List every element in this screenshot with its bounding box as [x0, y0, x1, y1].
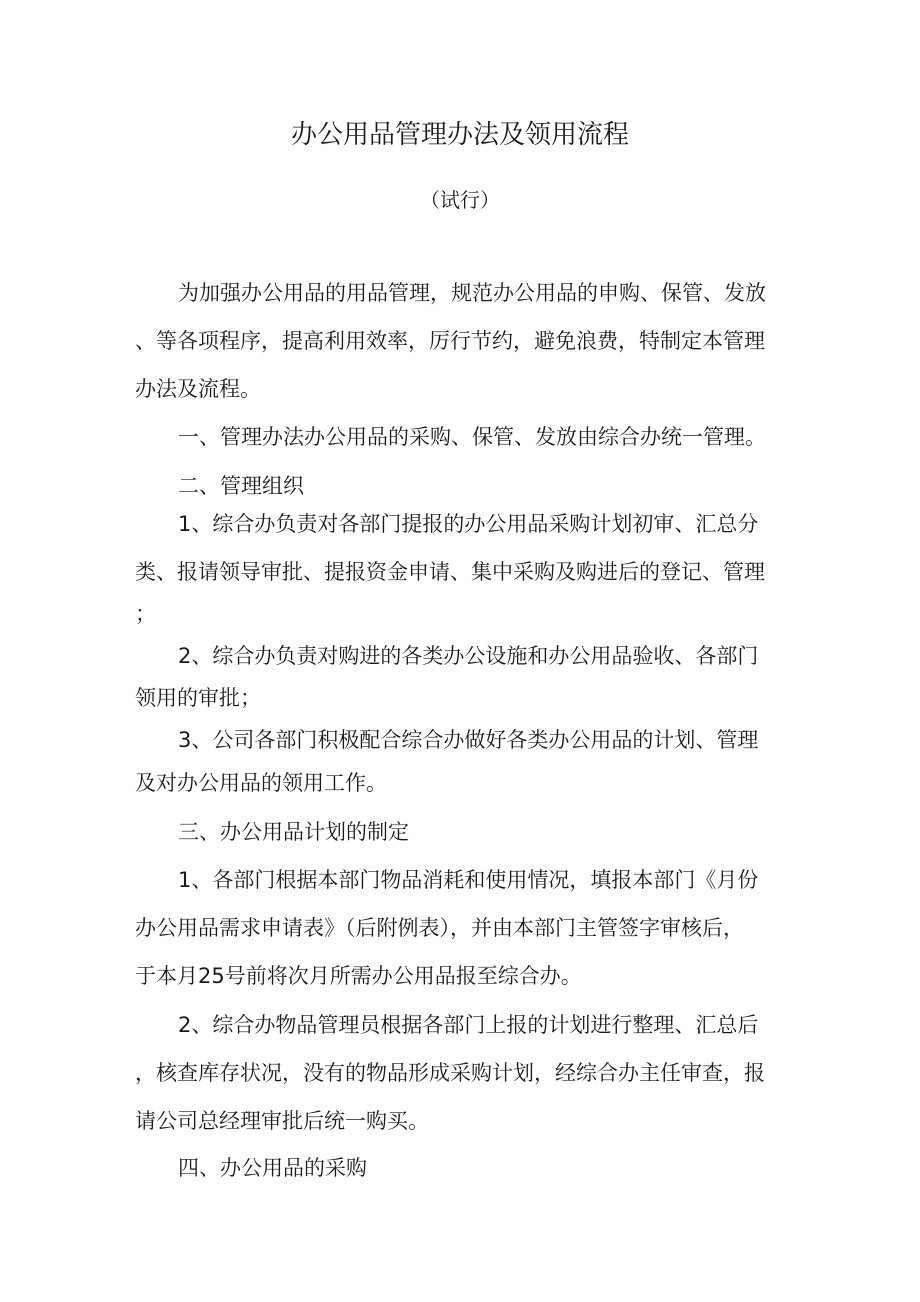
section-heading: 一、管理办法办公用品的采购、保管、发放由综合办统一管理。	[178, 425, 766, 449]
paragraph-line: 办法及流程。	[135, 377, 261, 401]
paragraph-line: ，核查库存状况，没有的物品形成采购计划，经综合办主任审查，报	[135, 1061, 765, 1085]
paragraph-line: 类、报请领导审批、提报资金申请、集中采购及购进后的登记、管理	[135, 560, 765, 584]
document-subtitle: （试行）	[420, 188, 500, 212]
section-heading: 二、管理组织	[178, 474, 304, 498]
paragraph-line: 、等各项程序，提高利用效率，厉行节约，避免浪费，特制定本管理	[135, 329, 765, 353]
paragraph-line: 2、综合办物品管理员根据各部门上报的计划进行整理、汇总后	[178, 1013, 759, 1037]
section-heading: 三、办公用品计划的制定	[178, 820, 409, 844]
paragraph-line: 1、各部门根据本部门物品消耗和使用情况，填报本部门《月份	[178, 868, 759, 892]
paragraph-line: 为加强办公用品的用品管理，规范办公用品的申购、保管、发放	[178, 281, 766, 305]
paragraph-line: 于本月25号前将次月所需办公用品报至综合办。	[135, 964, 582, 988]
paragraph-line: 办公用品需求申请表》（后附例表），并由本部门主管签字审核后，	[135, 916, 744, 940]
paragraph-line: 1、综合办负责对各部门提报的办公用品采购计划初审、汇总分	[178, 512, 759, 536]
paragraph-line: 3、公司各部门积极配合综合办做好各类办公用品的计划、管理	[178, 728, 759, 752]
paragraph-line: 领用的审批；	[135, 686, 261, 710]
paragraph-line: ；	[135, 602, 156, 626]
paragraph-line: 请公司总经理审批后统一购买。	[135, 1109, 429, 1133]
document-title: 办公用品管理办法及领用流程	[290, 120, 629, 150]
paragraph-line: 及对办公用品的领用工作。	[135, 771, 387, 795]
section-heading: 四、办公用品的采购	[178, 1156, 367, 1180]
paragraph-line: 2、综合办负责对购进的各类办公设施和办公用品验收、各部门	[178, 644, 759, 668]
